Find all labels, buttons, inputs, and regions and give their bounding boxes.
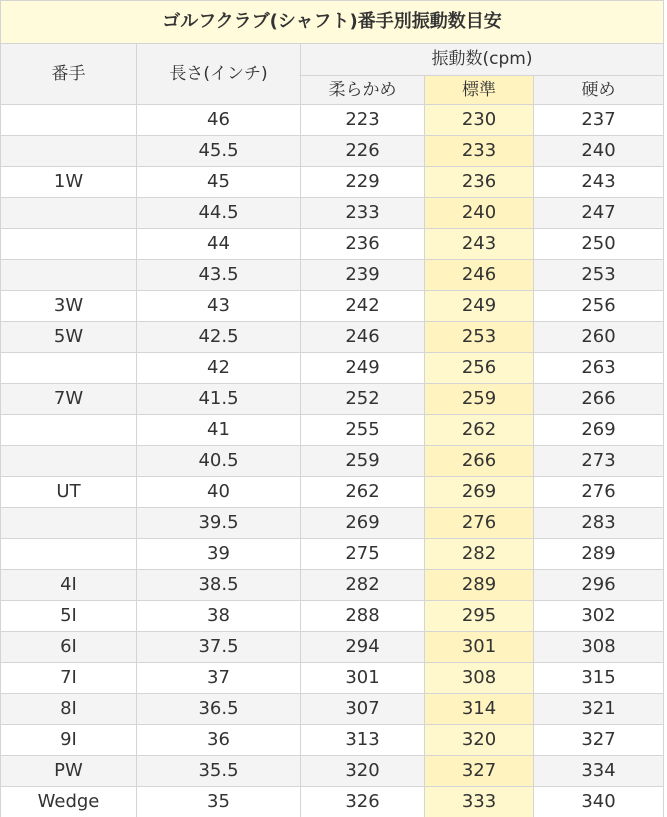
cell-standard: 236 bbox=[425, 167, 534, 198]
cell-length: 45.5 bbox=[137, 136, 301, 167]
cell-club bbox=[1, 229, 137, 260]
cell-soft: 242 bbox=[301, 291, 425, 322]
cell-soft: 229 bbox=[301, 167, 425, 198]
cell-hard: 260 bbox=[534, 322, 664, 353]
cell-soft: 307 bbox=[301, 694, 425, 725]
cell-soft: 249 bbox=[301, 353, 425, 384]
cell-length: 41.5 bbox=[137, 384, 301, 415]
cell-club: 3W bbox=[1, 291, 137, 322]
cell-standard: 295 bbox=[425, 601, 534, 632]
cell-soft: 301 bbox=[301, 663, 425, 694]
cell-hard: 266 bbox=[534, 384, 664, 415]
cell-standard: 314 bbox=[425, 694, 534, 725]
table-row bbox=[1, 384, 664, 415]
cell-hard: 256 bbox=[534, 291, 664, 322]
cell-standard: 333 bbox=[425, 787, 534, 817]
cell-length: 43.5 bbox=[137, 260, 301, 291]
cell-length: 39.5 bbox=[137, 508, 301, 539]
table-row bbox=[1, 105, 664, 136]
cell-hard: 289 bbox=[534, 539, 664, 570]
cell-soft: 262 bbox=[301, 477, 425, 508]
cell-hard: 327 bbox=[534, 725, 664, 756]
cell-club: 6I bbox=[1, 632, 137, 663]
table-row bbox=[1, 260, 664, 291]
cell-length: 44.5 bbox=[137, 198, 301, 229]
cell-soft: 236 bbox=[301, 229, 425, 260]
table-row bbox=[1, 446, 664, 477]
cell-hard: 250 bbox=[534, 229, 664, 260]
cell-soft: 269 bbox=[301, 508, 425, 539]
cell-soft: 275 bbox=[301, 539, 425, 570]
table-row bbox=[1, 477, 664, 508]
cell-club: PW bbox=[1, 756, 137, 787]
cell-hard: 308 bbox=[534, 632, 664, 663]
cell-hard: 321 bbox=[534, 694, 664, 725]
table-row bbox=[1, 198, 664, 229]
header-length: 長さ(インチ) bbox=[137, 44, 301, 105]
cell-standard: 262 bbox=[425, 415, 534, 446]
cell-hard: 240 bbox=[534, 136, 664, 167]
cell-hard: 243 bbox=[534, 167, 664, 198]
table-row bbox=[1, 725, 664, 756]
cell-length: 42 bbox=[137, 353, 301, 384]
cell-club bbox=[1, 136, 137, 167]
cell-length: 39 bbox=[137, 539, 301, 570]
cell-club bbox=[1, 198, 137, 229]
cell-club: 4I bbox=[1, 570, 137, 601]
cell-standard: 249 bbox=[425, 291, 534, 322]
cell-club: 5W bbox=[1, 322, 137, 353]
cell-club: 7I bbox=[1, 663, 137, 694]
table-row bbox=[1, 322, 664, 353]
cell-length: 45 bbox=[137, 167, 301, 198]
cell-club bbox=[1, 415, 137, 446]
table-row bbox=[1, 787, 664, 817]
cell-standard: 240 bbox=[425, 198, 534, 229]
cell-club bbox=[1, 508, 137, 539]
cell-club bbox=[1, 539, 137, 570]
table-row bbox=[1, 167, 664, 198]
cell-length: 43 bbox=[137, 291, 301, 322]
cell-length: 44 bbox=[137, 229, 301, 260]
table-row bbox=[1, 663, 664, 694]
table-row bbox=[1, 508, 664, 539]
cell-club: 9I bbox=[1, 725, 137, 756]
cell-hard: 276 bbox=[534, 477, 664, 508]
cell-standard: 282 bbox=[425, 539, 534, 570]
cell-hard: 263 bbox=[534, 353, 664, 384]
table-row bbox=[1, 136, 664, 167]
cell-club bbox=[1, 105, 137, 136]
cell-length: 40 bbox=[137, 477, 301, 508]
cell-standard: 259 bbox=[425, 384, 534, 415]
cell-club: 8I bbox=[1, 694, 137, 725]
cell-length: 36 bbox=[137, 725, 301, 756]
cell-club: 7W bbox=[1, 384, 137, 415]
header-soft: 柔らかめ bbox=[301, 76, 425, 105]
cell-hard: 315 bbox=[534, 663, 664, 694]
cell-standard: 253 bbox=[425, 322, 534, 353]
header-club: 番手 bbox=[1, 44, 137, 105]
header-hard: 硬め bbox=[534, 76, 664, 105]
cell-standard: 256 bbox=[425, 353, 534, 384]
cell-length: 42.5 bbox=[137, 322, 301, 353]
cell-standard: 243 bbox=[425, 229, 534, 260]
cell-soft: 294 bbox=[301, 632, 425, 663]
header-frequency-group: 振動数(cpm) bbox=[301, 44, 664, 76]
cell-standard: 308 bbox=[425, 663, 534, 694]
cell-length: 38.5 bbox=[137, 570, 301, 601]
cell-soft: 246 bbox=[301, 322, 425, 353]
cell-hard: 247 bbox=[534, 198, 664, 229]
cell-hard: 340 bbox=[534, 787, 664, 817]
table-row bbox=[1, 229, 664, 260]
cell-standard: 320 bbox=[425, 725, 534, 756]
cell-length: 36.5 bbox=[137, 694, 301, 725]
cell-club: UT bbox=[1, 477, 137, 508]
table-row bbox=[1, 291, 664, 322]
cell-soft: 233 bbox=[301, 198, 425, 229]
cell-club bbox=[1, 260, 137, 291]
header-standard: 標準 bbox=[425, 76, 534, 105]
cell-soft: 259 bbox=[301, 446, 425, 477]
cell-soft: 255 bbox=[301, 415, 425, 446]
table-row bbox=[1, 601, 664, 632]
cell-standard: 289 bbox=[425, 570, 534, 601]
table-row bbox=[1, 694, 664, 725]
cell-hard: 334 bbox=[534, 756, 664, 787]
cell-standard: 266 bbox=[425, 446, 534, 477]
cell-standard: 233 bbox=[425, 136, 534, 167]
cell-hard: 302 bbox=[534, 601, 664, 632]
cell-soft: 313 bbox=[301, 725, 425, 756]
table-row bbox=[1, 353, 664, 384]
cell-soft: 252 bbox=[301, 384, 425, 415]
cell-length: 46 bbox=[137, 105, 301, 136]
table-row bbox=[1, 570, 664, 601]
cell-soft: 223 bbox=[301, 105, 425, 136]
table-row bbox=[1, 756, 664, 787]
cell-soft: 282 bbox=[301, 570, 425, 601]
cell-hard: 237 bbox=[534, 105, 664, 136]
cell-soft: 226 bbox=[301, 136, 425, 167]
cell-standard: 246 bbox=[425, 260, 534, 291]
cell-soft: 320 bbox=[301, 756, 425, 787]
cell-length: 37 bbox=[137, 663, 301, 694]
cell-club bbox=[1, 446, 137, 477]
cell-length: 37.5 bbox=[137, 632, 301, 663]
cell-length: 41 bbox=[137, 415, 301, 446]
cell-hard: 283 bbox=[534, 508, 664, 539]
cell-hard: 253 bbox=[534, 260, 664, 291]
cell-standard: 276 bbox=[425, 508, 534, 539]
cell-club bbox=[1, 353, 137, 384]
cell-length: 40.5 bbox=[137, 446, 301, 477]
table-title: ゴルフクラブ(シャフト)番手別振動数目安 bbox=[1, 1, 664, 44]
table-row bbox=[1, 539, 664, 570]
cell-hard: 296 bbox=[534, 570, 664, 601]
cell-club: 1W bbox=[1, 167, 137, 198]
cell-length: 35.5 bbox=[137, 756, 301, 787]
cell-club: 5I bbox=[1, 601, 137, 632]
cell-length: 35 bbox=[137, 787, 301, 817]
table-row bbox=[1, 632, 664, 663]
cell-standard: 230 bbox=[425, 105, 534, 136]
table-body bbox=[1, 105, 664, 817]
cell-standard: 269 bbox=[425, 477, 534, 508]
cell-soft: 288 bbox=[301, 601, 425, 632]
table-row bbox=[1, 415, 664, 446]
cell-soft: 326 bbox=[301, 787, 425, 817]
cell-length: 38 bbox=[137, 601, 301, 632]
cell-hard: 273 bbox=[534, 446, 664, 477]
cell-standard: 301 bbox=[425, 632, 534, 663]
cell-standard: 327 bbox=[425, 756, 534, 787]
cell-club: Wedge bbox=[1, 787, 137, 817]
cell-hard: 269 bbox=[534, 415, 664, 446]
cell-soft: 239 bbox=[301, 260, 425, 291]
